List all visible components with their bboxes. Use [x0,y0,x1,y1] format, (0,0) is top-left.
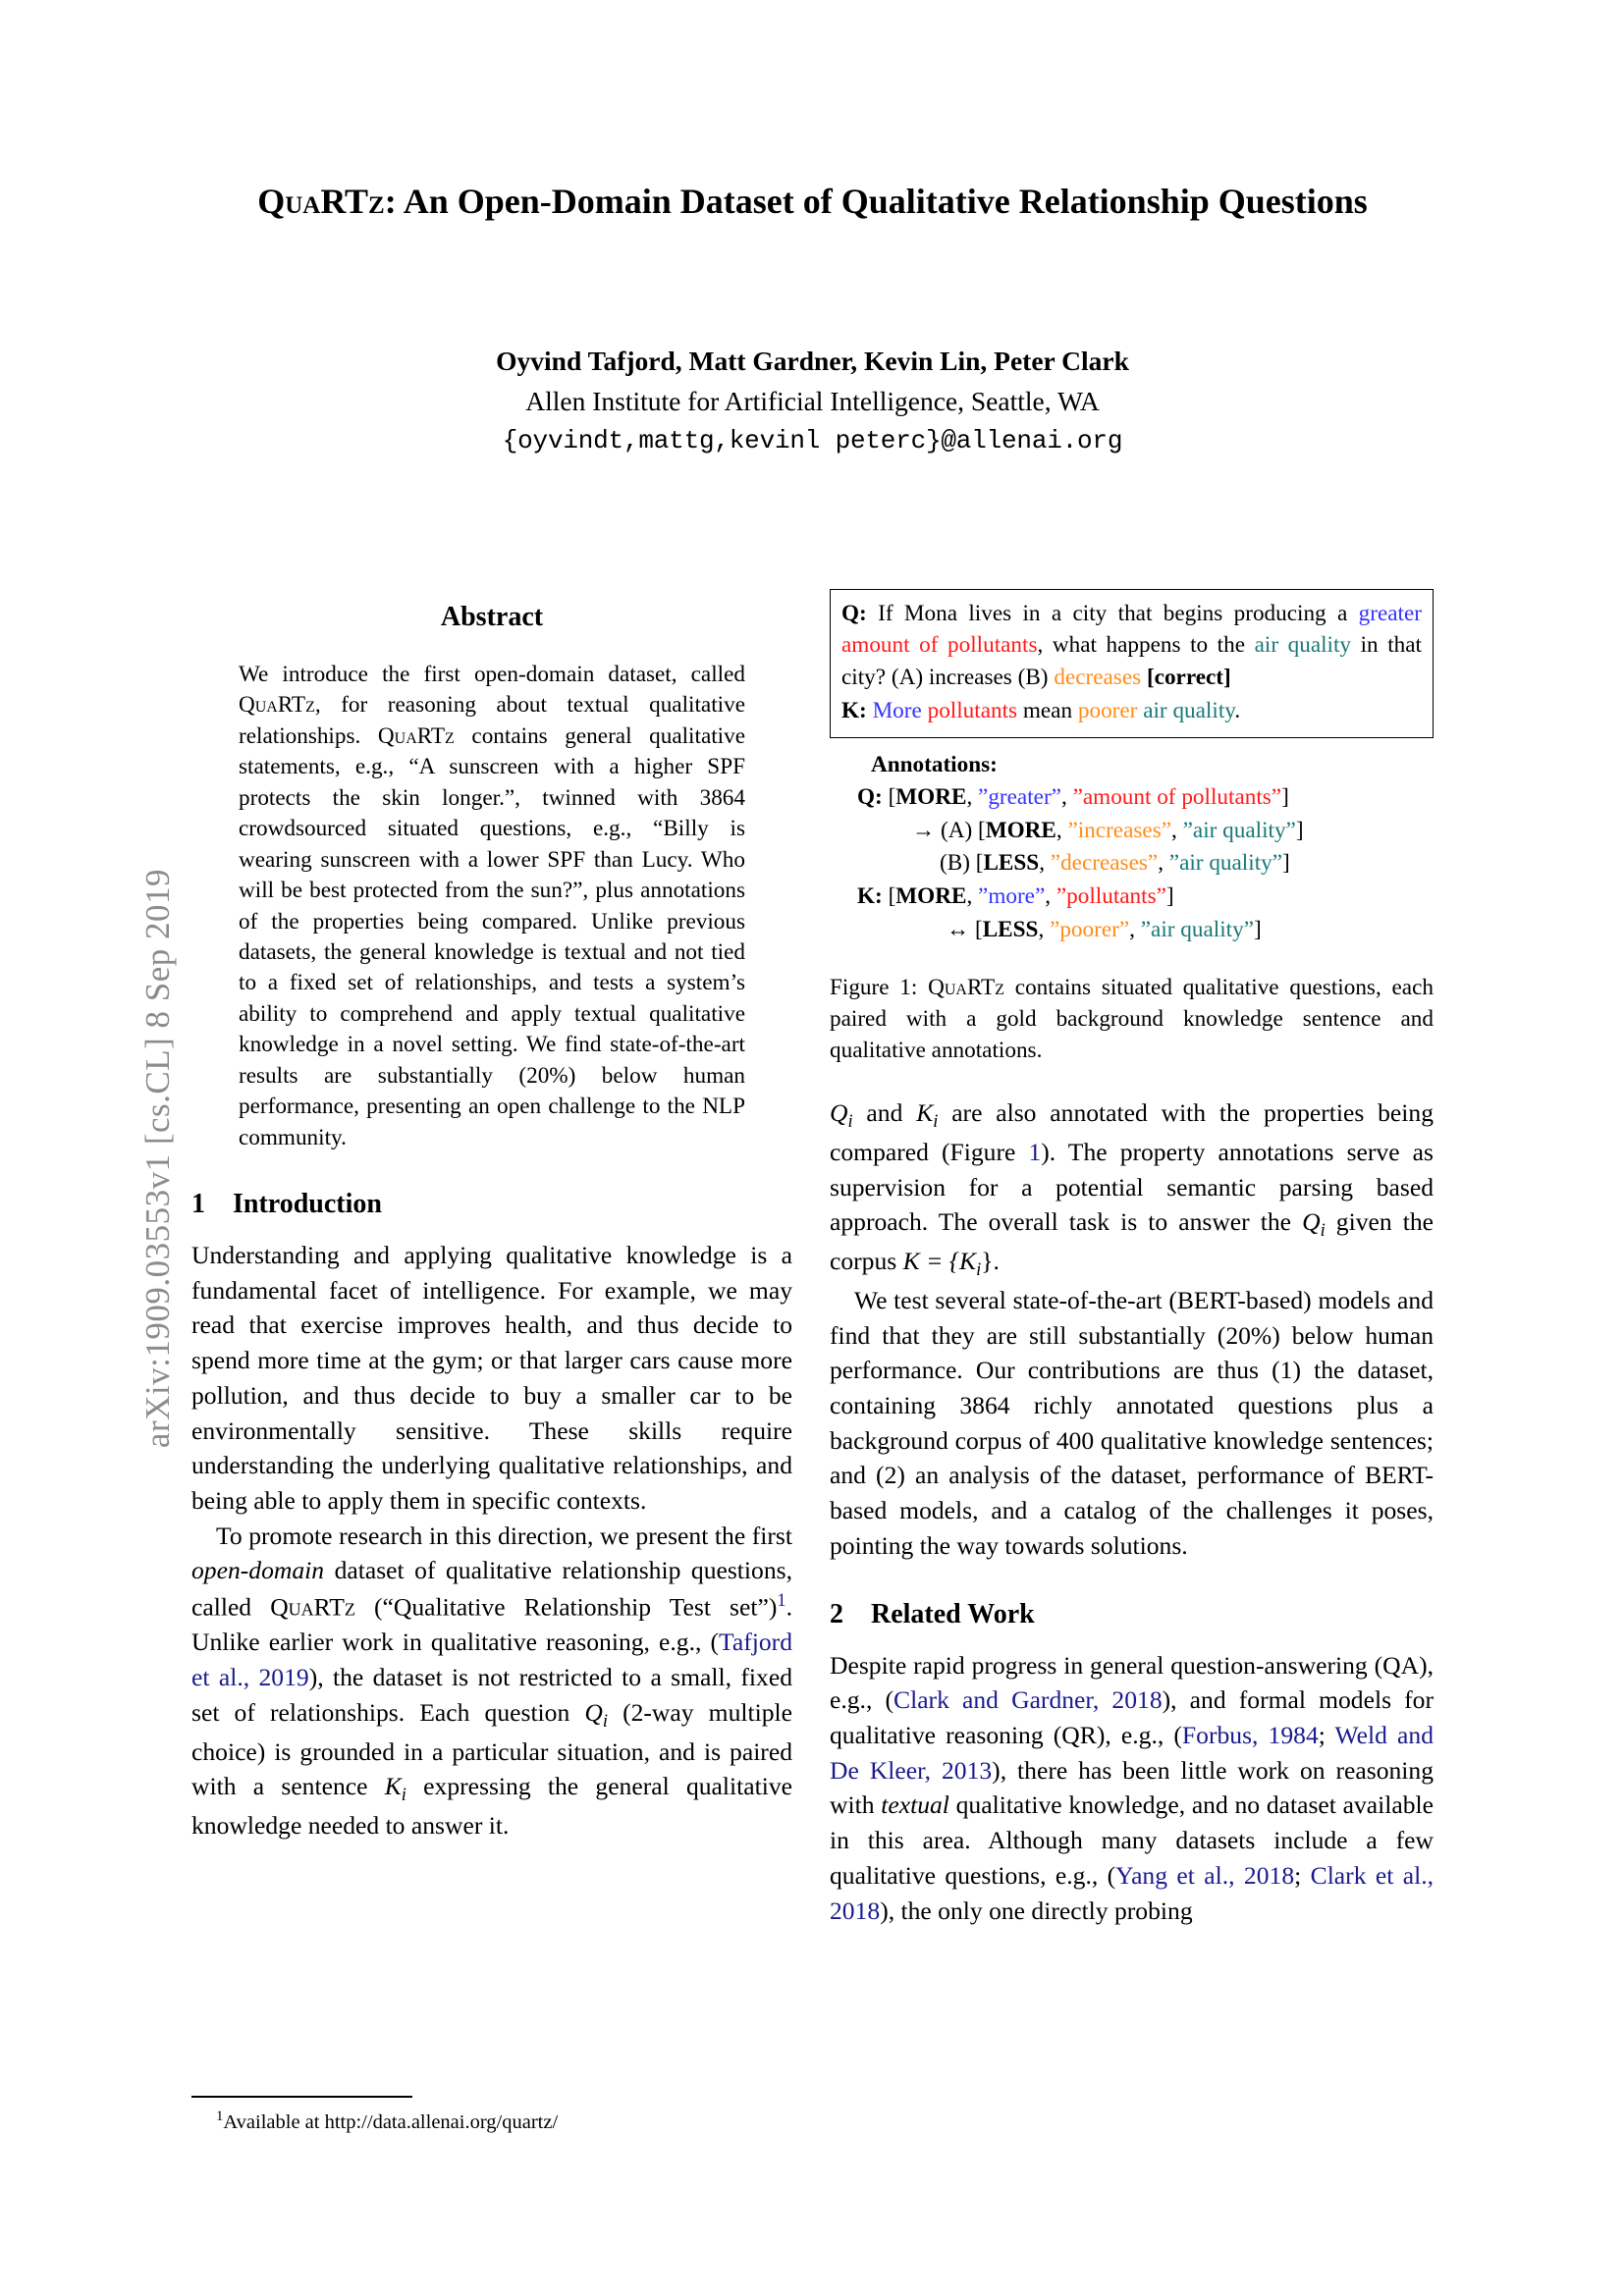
annotation-separator: , [1045,883,1056,909]
figure-question-line [841,598,1422,693]
section-number-2: 2 [830,1598,843,1629]
abstract-quartz-2: QuaRTz [377,722,455,749]
rc-math-q2: Q [1302,1207,1321,1237]
rw-seg-a: Despite rapid progress in general question-answering (QA), e.g., ( [830,1650,1434,1715]
annotation-property-b: ”air quality” [1140,916,1254,942]
annotation-row [857,881,1434,914]
right-column [830,589,1434,1928]
annotation-prefix: K: [857,883,883,909]
abstract-seg-1: We introduce the first open-domain dataset, called [239,662,745,687]
email-address: {oyvindt,mattg,kevinl peterc}@allenai.org [502,426,1123,456]
intro-p2-seg-c: (“Qualitative Relationship Test set”) [354,1592,778,1622]
intro-p2-seg-f: (2-way multiple choice) is grounded in a particular situation, and is paired with a sentence [191,1697,792,1801]
rc-math-q1-sub: i [847,1111,853,1132]
footnote-number: 1 [216,2108,224,2124]
annotation-relation: LESS [983,850,1040,877]
annotation-bracket-close: ] [1281,784,1289,811]
figure-1-caption [830,972,1434,1066]
figure-k-blue-more: More [872,698,922,724]
figure-k-seg-5: . [1234,698,1241,724]
section-heading-introduction [191,1189,792,1220]
figure-k-orange-poorer: poorer [1077,698,1138,724]
math-q: Q [584,1697,603,1727]
annotation-bracket-close: ] [1165,883,1174,909]
annotation-bracket-close: ] [1254,916,1262,942]
figure-q-seg-3: in that city? (A) increases (B) [841,632,1422,690]
figure-annotations [830,749,1434,946]
figure-q-correct-tag: [correct] [1146,664,1231,690]
annotation-bracket-close: ] [1282,850,1290,877]
annotation-row [947,914,1434,947]
rc-math-q2-sub: i [1320,1220,1326,1241]
rw-seg-d: ), there has been little work on reasoning with [830,1755,1434,1820]
annotation-separator: , [1171,817,1183,843]
rc-p1-seg-b: are also annotated with the properties being compared (Figure [830,1098,1434,1166]
title-block [191,179,1434,226]
annotation-arrow-icon: → [912,817,936,843]
annotation-relation: MORE [895,784,967,811]
annotation-row [857,781,1434,815]
annotation-prefix: Q: [857,784,883,811]
footnote-marker-link[interactable]: 1 [777,1590,786,1611]
annotation-bracket-open: [ [972,817,986,843]
page-title [191,179,1434,226]
annotation-option: (B) [940,850,970,877]
caption-prefix: Figure 1: [830,975,929,1001]
figure-q-label: Q: [841,601,867,626]
annotation-property-b: ”air quality” [1182,817,1296,843]
author-block [191,342,1434,462]
rc-p1-seg-e: }. [981,1247,1000,1276]
figure-q-blue-greater: greater [1358,601,1422,626]
annotation-property-b: ”air quality” [1168,850,1283,877]
citation-yang-2018[interactable]: Yang et al., 2018 [1115,1860,1295,1890]
rc-p1-seg-c: ). The property annotations serve as supervision for a potential semantic parsing based approach. The overall task is to answer the [830,1137,1435,1237]
arxiv-stamp: arXiv:1909.03553v1 [cs.CL] 8 Sep 2019 [138,868,177,1449]
rc-math-k1: K [916,1098,934,1128]
figure-k-red-pollutants: pollutants [927,698,1018,724]
citation-clark-gardner-2018[interactable]: Clark and Gardner, 2018 [893,1685,1163,1715]
caption-quartz: QuaRTz [928,975,1004,1001]
annotation-bracket-open: [ [882,883,896,909]
math-k-subscript: i [401,1785,406,1805]
figure-q-teal-airquality: air quality [1254,632,1352,659]
intro-p2-seg-b: dataset of qualitative relationship questions, called [191,1556,792,1622]
intro-paragraph-2 [191,1519,792,1843]
math-q-subscript: i [602,1710,608,1731]
annotation-separator: , [966,784,979,811]
citation-tafjord-2019[interactable]: Tafjord et al., 2019 [191,1628,792,1691]
section-title-2: Related Work [871,1598,1035,1629]
rc-p1-seg-a: and [852,1098,917,1128]
right-paragraph-2: We test several state-of-the-art (BERT-based) models and find that they are still substantially (20%) below human performance. Our contributions are thus (1) the dataset, containing 3864 richly annotated questions plus a background corpus of 400 qualitative knowledge sentences; and (2) an analysis of the dataset, performance of BERT-based models, and a catalog of the challenges it poses, pointing the way towards solutions. [830,1285,1434,1560]
rw-italic-textual: textual [881,1790,949,1820]
math-k: K [384,1772,402,1801]
footnote-rule [191,2096,412,2098]
annotation-separator: , [1038,916,1051,942]
rw-seg-e: qualitative knowledge, and no dataset available in this area. Although many datasets include a few qualitative questions, e.g., ( [830,1790,1434,1890]
rc-math-corpus: K = {K [902,1247,977,1276]
annotation-bracket-close: ] [1295,817,1304,843]
annotation-relation: MORE [985,817,1056,843]
annotation-separator: , [1060,784,1073,811]
annotation-property-a: ”greater” [978,784,1061,811]
annotation-property-a: ”increases” [1067,817,1172,843]
rc-math-q1: Q [830,1098,848,1128]
author-names: Oyvind Tafjord, Matt Gardner, Kevin Lin, Peter Clark [496,346,1129,376]
annotations-heading: Annotations: [871,751,998,777]
rw-seg-g: ), the only one directly probing [880,1896,1193,1925]
annotation-row [912,815,1434,848]
rw-seg-b: ), and formal models for qualitative reasoning (QR), e.g., ( [830,1685,1435,1749]
figure-q-orange-decreases: decreases [1054,664,1142,690]
annotation-property-a: ”decreases” [1050,850,1159,877]
annotation-separator: , [966,883,979,909]
abstract-seg-2: , for reasoning about textual qualitative relationships. [239,692,745,749]
related-work-paragraph-1 [830,1648,1434,1929]
section-number-1: 1 [191,1189,205,1219]
figure-reference-link[interactable]: 1 [1028,1137,1042,1166]
intro-p2-seg-g: expressing the general qualitative knowledge needed to answer it. [191,1772,792,1841]
annotation-bracket-open: [ [882,784,896,811]
annotation-property-a: ”poorer” [1050,916,1130,942]
annotation-separator: , [1129,916,1141,942]
figure-q-seg-2: , what happens to the [1037,632,1255,659]
intro-paragraph-1: Understanding and applying qualitative knowledge is a fundamental facet of intelligence. For example, we may read that exercise improves health, and thus decide to spend more time at the gym; or that larger cars cause more pollution, and thus decide to buy a smaller car to be environmentally sensitive. These skills require understanding the underlying qualitative relationships, and being able to apply them in specific contexts. [191,1241,792,1515]
intro-p2-quartz: QuaRTz [270,1592,355,1622]
section-title-1: Introduction [233,1189,382,1219]
figure-knowledge-line [841,695,1422,726]
intro-p2-seg-e: ), the dataset is not restricted to a small, fixed set of relationships. Each question [191,1662,792,1727]
annotation-rows [830,781,1434,946]
caption-text: contains situated qualitative questions, each paired with a gold background knowledge sentence and qualitative annotations. [830,975,1434,1064]
annotation-property-a: ”more” [978,883,1046,909]
paper-title-rest: : An Open-Domain Dataset of Qualitative Relationship Questions [384,182,1368,221]
figure-q-red-pollutants: amount of pollutants [841,632,1038,659]
intro-p2-seg-d: . Unlike earlier work in qualitative reasoning, e.g., ( [191,1592,792,1657]
abstract-quartz-1: QuaRTz [239,692,315,719]
annotation-bracket-open: [ [969,850,984,877]
rc-math-corpus-sub: i [976,1259,982,1280]
abstract-section [191,602,792,1153]
annotation-separator: , [1158,850,1169,877]
figure-k-teal-airquality: air quality [1143,698,1235,724]
section-heading-related-work [830,1599,1434,1630]
affiliation: Allen Institute for Artificial Intelligence, Seattle, WA [525,385,1100,416]
annotation-separator: , [1039,850,1051,877]
rc-p1-seg-d: given the corpus [830,1207,1434,1276]
annotation-arrow-icon: ↔ [947,916,970,942]
annotation-property-b: ”pollutants” [1056,883,1166,909]
citation-weld-dekleer-2013[interactable]: Weld and De Kleer, 2013 [830,1721,1434,1785]
abstract-seg-3: contains general qualitative statements, e.g., “A sunscreen with a higher SPF protects the skin longer.”, twinned with 3864 crowdsourced situated questions, e.g., “Billy is wearing sunscreen with a lower SPF than Lucy. Who will be best protected from the sun?”, plus annotations of the properties being compared. Unlike previous datasets, the general knowledge is textual and not tied to a fixed set of relationships, and tests a system’s ability to comprehend and apply textual qualitative knowledge in a novel setting. We find state-of-the-art results are substantially (20%) below human performance, presenting an open challenge to the NLP community. [239,722,746,1150]
figure-k-seg-3: mean [1017,698,1078,724]
annotation-row [940,847,1434,881]
citation-forbus-1984[interactable]: Forbus, 1984 [1181,1721,1319,1749]
annotation-bracket-open: [ [969,916,983,942]
footnote-text[interactable]: Available at http://data.allenai.org/quartz/ [223,2110,559,2133]
annotation-option: (A) [935,817,973,843]
intro-p2-italic: open-domain [191,1556,325,1585]
citation-clark-2018[interactable]: Clark et al., 2018 [830,1860,1434,1925]
left-column [191,589,792,1843]
paper-title-acronym: QuaRTz [257,182,385,221]
rw-seg-f: ; [1294,1860,1311,1890]
annotation-relation: MORE [895,883,967,909]
rw-seg-c: ; [1318,1721,1335,1749]
figure-1-box [830,589,1434,738]
figure-k-label: K: [841,698,867,724]
abstract-text [239,660,745,1153]
footnote-1 [191,2108,792,2137]
annotation-property-b: ”amount of pollutants” [1072,784,1282,811]
intro-p2-seg-a: To promote research in this direction, we present the first [216,1521,792,1550]
right-paragraph-1 [830,1095,1434,1283]
footnote-area [191,2096,792,2136]
annotation-separator: , [1056,817,1068,843]
rc-math-k1-sub: i [933,1111,939,1132]
annotation-relation: LESS [982,916,1039,942]
abstract-heading: Abstract [440,602,544,632]
figure-q-seg-1: If Mona lives in a city that begins producing a [866,601,1359,626]
